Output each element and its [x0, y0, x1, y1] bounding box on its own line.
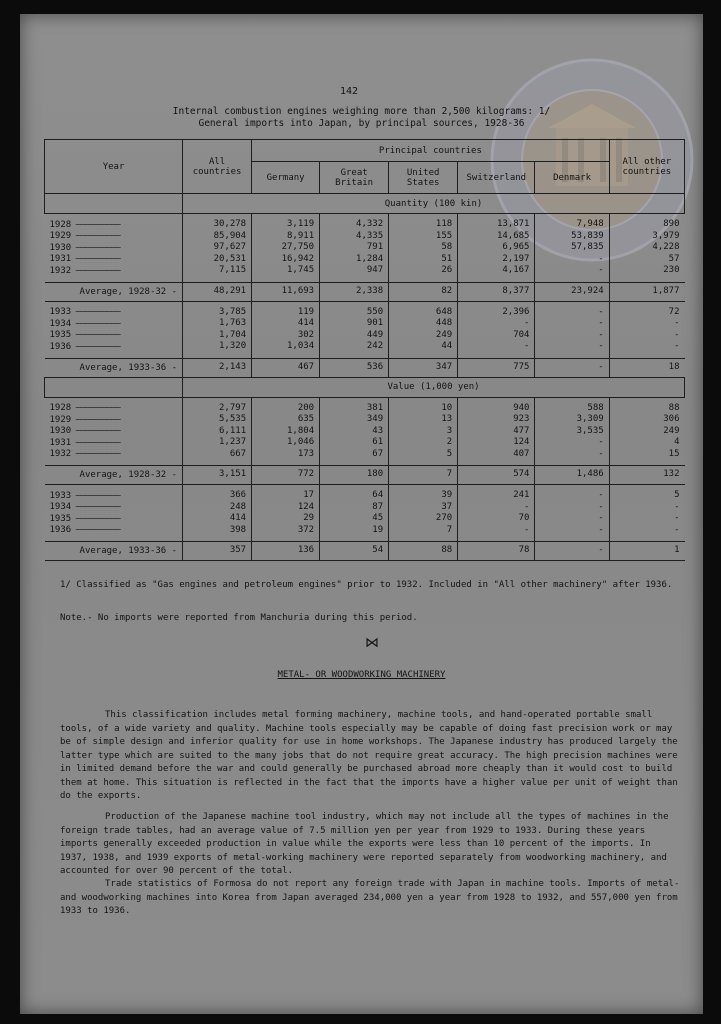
cell-other: 306 — [609, 414, 684, 426]
cell-denmark: - — [535, 513, 609, 525]
page-number: 142 — [340, 86, 359, 97]
cell-year: 1933 ————— — [45, 307, 183, 319]
cell-united-states: 448 — [389, 318, 458, 330]
cell-united-states: 44 — [389, 341, 458, 353]
average-row — [45, 466, 685, 485]
cell-all: 1,763 — [183, 318, 252, 330]
cell-great-britain: 4,332 — [320, 219, 389, 231]
cell-germany: 16,942 — [252, 254, 320, 266]
cell-denmark: - — [535, 318, 609, 330]
cell-great-britain: 4,335 — [320, 231, 389, 243]
cell-other: - — [609, 330, 684, 342]
cell-all: 366 — [183, 490, 252, 502]
avg-cell-germany: 11,693 — [252, 282, 320, 301]
cell-other: 15 — [609, 449, 684, 461]
header-germany: Germany — [252, 162, 320, 194]
avg-cell-year: Average, 1933-36 - — [45, 542, 183, 561]
table-row — [45, 265, 685, 277]
cell-united-states: 13 — [389, 414, 458, 426]
cell-united-states: 51 — [389, 254, 458, 266]
avg-cell-great-britain: 54 — [320, 542, 389, 561]
cell-year: 1932 ————— — [45, 265, 183, 277]
average-row — [45, 542, 685, 561]
cell-germany: 119 — [252, 307, 320, 319]
avg-cell-denmark: - — [535, 358, 609, 377]
cell-other: - — [609, 502, 684, 514]
value-rows-1928-32 — [45, 397, 685, 466]
cell-year: 1932 ————— — [45, 449, 183, 461]
cell-germany: 635 — [252, 414, 320, 426]
value-average-1928-32 — [45, 466, 685, 485]
cell-denmark: - — [535, 254, 609, 266]
cell-denmark: 3,535 — [535, 426, 609, 438]
cell-germany: 302 — [252, 330, 320, 342]
cell-germany: 8,911 — [252, 231, 320, 243]
avg-cell-other: 1,877 — [609, 282, 684, 301]
table-row — [45, 414, 685, 426]
cell-united-states: 155 — [389, 231, 458, 243]
header-principal-countries: Principal countries — [252, 140, 610, 162]
cell-switzerland: - — [458, 502, 535, 514]
cell-other: 5 — [609, 490, 684, 502]
table-title: Internal combustion engines weighing more than 2,500 kilograms: 1/ — [172, 106, 551, 117]
cell-denmark: 53,839 — [535, 231, 609, 243]
cell-other: - — [609, 341, 684, 353]
cell-all: 1,704 — [183, 330, 252, 342]
cell-all: 2,797 — [183, 403, 252, 415]
cell-other: 72 — [609, 307, 684, 319]
cell-united-states: 270 — [389, 513, 458, 525]
cell-year: 1930 ————— — [45, 242, 183, 254]
avg-cell-united-states: 347 — [389, 358, 458, 377]
avg-cell-switzerland: 574 — [458, 466, 535, 485]
cell-all: 248 — [183, 502, 252, 514]
footnote-1: 1/ Classified as "Gas engines and petroleum engines" prior to 1932. Included in "All other machinery" after 1936. — [60, 580, 673, 590]
cell-germany: 27,750 — [252, 242, 320, 254]
cell-switzerland: 14,685 — [458, 231, 535, 243]
avg-cell-year: Average, 1928-32 - — [45, 466, 183, 485]
cell-switzerland: 6,965 — [458, 242, 535, 254]
section-divider-ornament: ⋈ — [365, 635, 379, 651]
avg-cell-denmark: 1,486 — [535, 466, 609, 485]
average-row — [45, 358, 685, 377]
avg-cell-all: 48,291 — [183, 282, 252, 301]
table-row — [45, 231, 685, 243]
cell-year: 1929 ————— — [45, 231, 183, 243]
table-row — [45, 219, 685, 231]
avg-cell-all: 3,151 — [183, 466, 252, 485]
quantity-average-1928-32 — [45, 282, 685, 301]
table-row — [45, 242, 685, 254]
cell-year: 1930 ————— — [45, 426, 183, 438]
cell-switzerland: 2,396 — [458, 307, 535, 319]
table-row — [45, 330, 685, 342]
cell-all: 3,785 — [183, 307, 252, 319]
cell-switzerland: 923 — [458, 414, 535, 426]
cell-switzerland: - — [458, 318, 535, 330]
cell-united-states: 118 — [389, 219, 458, 231]
avg-cell-germany: 136 — [252, 542, 320, 561]
table-subtitle: General imports into Japan, by principal sources, 1928-36 — [198, 118, 525, 129]
cell-switzerland: 2,197 — [458, 254, 535, 266]
cell-great-britain: 67 — [320, 449, 389, 461]
cell-denmark: - — [535, 525, 609, 537]
cell-united-states: 3 — [389, 426, 458, 438]
avg-cell-great-britain: 2,338 — [320, 282, 389, 301]
cell-all: 398 — [183, 525, 252, 537]
cell-year: 1936 ————— — [45, 341, 183, 353]
cell-denmark: - — [535, 502, 609, 514]
paragraph-2: Production of the Japanese machine tool industry, which may not include all the types of machines in the foreign trade tables, had an average value of 7.5 million yen per year from 1929 to 1933. During these years imports generally exceeded production in value while the exports were less than 10 percent of the imports. In 1937, 1938, and 1939 exports of metal-working machinery were reported separately from woodworking machinery, and accounted for over 90 percent of the total. — [60, 812, 669, 876]
cell-year: 1936 ————— — [45, 525, 183, 537]
cell-germany: 1,804 — [252, 426, 320, 438]
avg-cell-other: 132 — [609, 466, 684, 485]
cell-united-states: 7 — [389, 525, 458, 537]
avg-cell-great-britain: 536 — [320, 358, 389, 377]
cell-all: 414 — [183, 513, 252, 525]
cell-united-states: 10 — [389, 403, 458, 415]
header-year: Year — [45, 140, 183, 194]
cell-great-britain: 19 — [320, 525, 389, 537]
section-value: Value (1,000 yen) — [183, 377, 685, 397]
cell-united-states: 648 — [389, 307, 458, 319]
cell-switzerland: 4,167 — [458, 265, 535, 277]
cell-denmark: 57,835 — [535, 242, 609, 254]
quantity-rows-1933-36 — [45, 301, 685, 358]
cell-all: 1,320 — [183, 341, 252, 353]
cell-germany: 3,119 — [252, 219, 320, 231]
cell-other: - — [609, 525, 684, 537]
cell-switzerland: 241 — [458, 490, 535, 502]
header-united-states: United States — [389, 162, 458, 194]
cell-great-britain: 43 — [320, 426, 389, 438]
cell-denmark: - — [535, 330, 609, 342]
cell-year: 1935 ————— — [45, 513, 183, 525]
cell-germany: 173 — [252, 449, 320, 461]
cell-other: 4 — [609, 437, 684, 449]
table-row — [45, 307, 685, 319]
paragraph-1: This classification includes metal forming machinery, machine tools, and hand-operated portable small tools, of a wide variety and quality. Machine tools especially may be capable of doing fast precision work or may be of simple design and inferior quality for use in home workshops. The Japanese industry has produced largely the latter type which are suited to the many jobs that do not require great accuracy. The high precision machines were in limited demand before the war and could generally be purchased abroad more cheaply than it would cost to build them at home. This situation is reflected in the fact that the imports have a higher value per unit of weight than do the exports. — [60, 710, 678, 801]
avg-cell-switzerland: 8,377 — [458, 282, 535, 301]
avg-cell-united-states: 88 — [389, 542, 458, 561]
table-row — [45, 437, 685, 449]
cell-all: 7,115 — [183, 265, 252, 277]
cell-switzerland: 124 — [458, 437, 535, 449]
cell-denmark: - — [535, 437, 609, 449]
cell-denmark: - — [535, 307, 609, 319]
cell-year: 1931 ————— — [45, 437, 183, 449]
cell-great-britain: 791 — [320, 242, 389, 254]
cell-united-states: 26 — [389, 265, 458, 277]
cell-switzerland: 13,871 — [458, 219, 535, 231]
cell-all: 30,278 — [183, 219, 252, 231]
header-great-britain: Great Britain — [320, 162, 389, 194]
cell-denmark: 588 — [535, 403, 609, 415]
cell-united-states: 249 — [389, 330, 458, 342]
cell-united-states: 39 — [389, 490, 458, 502]
cell-denmark: - — [535, 490, 609, 502]
cell-year: 1931 ————— — [45, 254, 183, 266]
cell-united-states: 5 — [389, 449, 458, 461]
cell-great-britain: 1,284 — [320, 254, 389, 266]
cell-great-britain: 381 — [320, 403, 389, 415]
cell-all: 97,627 — [183, 242, 252, 254]
avg-cell-switzerland: 775 — [458, 358, 535, 377]
cell-switzerland: 477 — [458, 426, 535, 438]
cell-other: 3,979 — [609, 231, 684, 243]
avg-cell-germany: 467 — [252, 358, 320, 377]
avg-cell-year: Average, 1933-36 - — [45, 358, 183, 377]
cell-denmark: - — [535, 341, 609, 353]
table-row — [45, 490, 685, 502]
cell-denmark: 7,948 — [535, 219, 609, 231]
cell-united-states: 37 — [389, 502, 458, 514]
table-row — [45, 403, 685, 415]
header-switzerland: Switzerland — [458, 162, 535, 194]
cell-denmark: 3,309 — [535, 414, 609, 426]
quantity-rows-1928-32 — [45, 214, 685, 283]
header-all-other: All other countries — [609, 140, 684, 194]
cell-germany: 200 — [252, 403, 320, 415]
cell-great-britain: 947 — [320, 265, 389, 277]
avg-cell-great-britain: 180 — [320, 466, 389, 485]
cell-great-britain: 61 — [320, 437, 389, 449]
cell-germany: 17 — [252, 490, 320, 502]
cell-united-states: 58 — [389, 242, 458, 254]
avg-cell-other: 18 — [609, 358, 684, 377]
cell-great-britain: 449 — [320, 330, 389, 342]
cell-other: 4,228 — [609, 242, 684, 254]
average-row — [45, 282, 685, 301]
cell-other: 890 — [609, 219, 684, 231]
document-page — [20, 14, 703, 1014]
cell-other: - — [609, 318, 684, 330]
cell-germany: 1,034 — [252, 341, 320, 353]
cell-other: 230 — [609, 265, 684, 277]
cell-great-britain: 242 — [320, 341, 389, 353]
quantity-average-1933-36 — [45, 358, 685, 377]
cell-germany: 1,745 — [252, 265, 320, 277]
cell-great-britain: 87 — [320, 502, 389, 514]
cell-great-britain: 901 — [320, 318, 389, 330]
section-quantity: Quantity (100 kin) — [183, 194, 685, 214]
table-row — [45, 513, 685, 525]
cell-united-states: 2 — [389, 437, 458, 449]
avg-cell-all: 357 — [183, 542, 252, 561]
paragraph-3: Trade statistics of Formosa do not report any foreign trade with Japan in machine tools. Imports of metal- and woodworking machines into Korea from Japan averaged 234,000 yen a year from 1928 to 1932, and 557,000 yen from 1933 to 1936. — [60, 879, 680, 916]
table-row — [45, 502, 685, 514]
cell-other: 57 — [609, 254, 684, 266]
cell-great-britain: 64 — [320, 490, 389, 502]
avg-cell-united-states: 7 — [389, 466, 458, 485]
cell-all: 1,237 — [183, 437, 252, 449]
avg-cell-other: 1 — [609, 542, 684, 561]
table-row — [45, 254, 685, 266]
cell-switzerland: 70 — [458, 513, 535, 525]
cell-year: 1928 ————— — [45, 219, 183, 231]
cell-other: 249 — [609, 426, 684, 438]
cell-year: 1929 ————— — [45, 414, 183, 426]
note-manchuria: Note.- No imports were reported from Manchuria during this period. — [60, 613, 418, 623]
header-all-countries: All countries — [183, 140, 252, 194]
cell-all: 667 — [183, 449, 252, 461]
cell-all: 5,535 — [183, 414, 252, 426]
table-row — [45, 318, 685, 330]
avg-cell-united-states: 82 — [389, 282, 458, 301]
cell-all: 20,531 — [183, 254, 252, 266]
cell-other: 88 — [609, 403, 684, 415]
cell-denmark: - — [535, 265, 609, 277]
value-rows-1933-36 — [45, 485, 685, 542]
avg-cell-germany: 772 — [252, 466, 320, 485]
cell-germany: 124 — [252, 502, 320, 514]
table-row — [45, 525, 685, 537]
avg-cell-denmark: 23,924 — [535, 282, 609, 301]
value-average-1933-36 — [45, 542, 685, 561]
cell-germany: 29 — [252, 513, 320, 525]
header-denmark: Denmark — [535, 162, 609, 194]
cell-year: 1928 ————— — [45, 403, 183, 415]
cell-great-britain: 349 — [320, 414, 389, 426]
avg-cell-denmark: - — [535, 542, 609, 561]
avg-cell-switzerland: 78 — [458, 542, 535, 561]
cell-germany: 414 — [252, 318, 320, 330]
table-row — [45, 426, 685, 438]
section-heading: METAL- OR WOODWORKING MACHINERY — [277, 670, 446, 680]
cell-germany: 1,046 — [252, 437, 320, 449]
table-row — [45, 449, 685, 461]
cell-switzerland: 407 — [458, 449, 535, 461]
cell-year: 1934 ————— — [45, 502, 183, 514]
cell-great-britain: 550 — [320, 307, 389, 319]
cell-other: - — [609, 513, 684, 525]
cell-switzerland: - — [458, 525, 535, 537]
cell-all: 85,904 — [183, 231, 252, 243]
cell-year: 1935 ————— — [45, 330, 183, 342]
avg-cell-all: 2,143 — [183, 358, 252, 377]
cell-year: 1934 ————— — [45, 318, 183, 330]
imports-table — [44, 139, 685, 561]
cell-switzerland: 940 — [458, 403, 535, 415]
cell-denmark: - — [535, 449, 609, 461]
table-row — [45, 341, 685, 353]
cell-great-britain: 45 — [320, 513, 389, 525]
avg-cell-year: Average, 1928-32 - — [45, 282, 183, 301]
cell-year: 1933 ————— — [45, 490, 183, 502]
cell-switzerland: 704 — [458, 330, 535, 342]
cell-germany: 372 — [252, 525, 320, 537]
cell-all: 6,111 — [183, 426, 252, 438]
cell-switzerland: - — [458, 341, 535, 353]
